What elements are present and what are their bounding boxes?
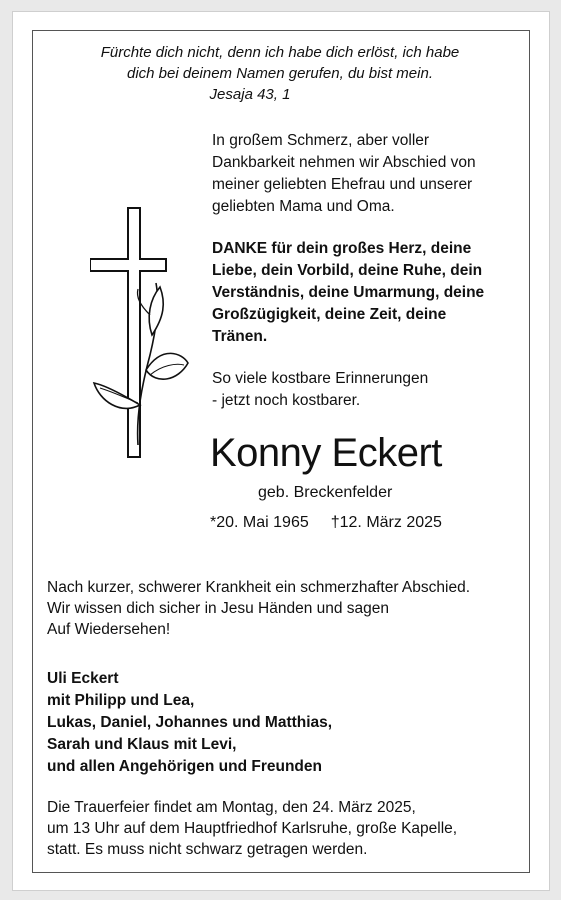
birth-date: *20. Mai 1965: [210, 514, 309, 531]
funeral-line: Die Trauerfeier findet am Montag, den 24. März 2025,: [47, 799, 416, 816]
thanks-line: Liebe, dein Vorbild, deine Ruhe, dein: [212, 262, 483, 279]
family-line: mit Philipp und Lea,: [47, 692, 195, 709]
thanks-text: [212, 238, 522, 348]
family-signature: [47, 668, 527, 778]
memories-line: So viele kostbare Erinnerungen: [212, 370, 429, 387]
farewell-line: Nach kurzer, schwerer Krankheit ein schmerzhafter Abschied.: [47, 579, 470, 596]
intro-line: meiner geliebten Ehefrau und unserer: [212, 176, 473, 193]
family-line: Sarah und Klaus mit Levi,: [47, 736, 237, 753]
thanks-line: DANKE für dein großes Herz, deine: [212, 240, 472, 257]
memories-line: - jetzt noch kostbarer.: [212, 392, 361, 409]
farewell-line: Wir wissen dich sicher in Jesu Händen und sagen: [47, 600, 390, 617]
intro-line: Dankbarkeit nehmen wir Abschied von: [212, 154, 476, 171]
intro-line: In großem Schmerz, aber voller: [212, 132, 430, 149]
intro-line: geliebten Mama und Oma.: [212, 198, 395, 215]
life-dates: [210, 512, 530, 534]
funeral-line: um 13 Uhr auf dem Hauptfriedhof Karlsruhe, große Kapelle,: [47, 820, 458, 837]
farewell-line: Auf Wiedersehen!: [47, 621, 171, 638]
bible-quote: [40, 42, 520, 105]
deceased-name: Konny Eckert: [210, 431, 442, 475]
family-line: und allen Angehörigen und Freunden: [47, 758, 322, 775]
funeral-line: statt. Es muss nicht schwarz getragen werden.: [47, 841, 368, 858]
birth-name: geb. Breckenfelder: [258, 484, 393, 501]
thanks-line: Großzügigkeit, deine Zeit, deine: [212, 306, 447, 323]
family-line: Uli Eckert: [47, 670, 119, 687]
quote-line: Fürchte dich nicht, denn ich habe dich erlöst, ich habe: [100, 44, 460, 61]
thanks-line: Verständnis, deine Umarmung, deine: [212, 284, 485, 301]
thanks-line: Tränen.: [212, 328, 268, 345]
memories-text: [212, 368, 522, 412]
farewell-text: [47, 577, 527, 640]
cross-with-lily-icon: [90, 205, 200, 460]
funeral-info: [47, 797, 527, 860]
death-date: †12. März 2025: [330, 514, 442, 531]
quote-line: dich bei deinem Namen gerufen, du bist mein.: [126, 65, 433, 82]
family-line: Lukas, Daniel, Johannes und Matthias,: [47, 714, 333, 731]
quote-reference: Jesaja 43, 1: [209, 86, 291, 103]
intro-text: [212, 130, 522, 218]
